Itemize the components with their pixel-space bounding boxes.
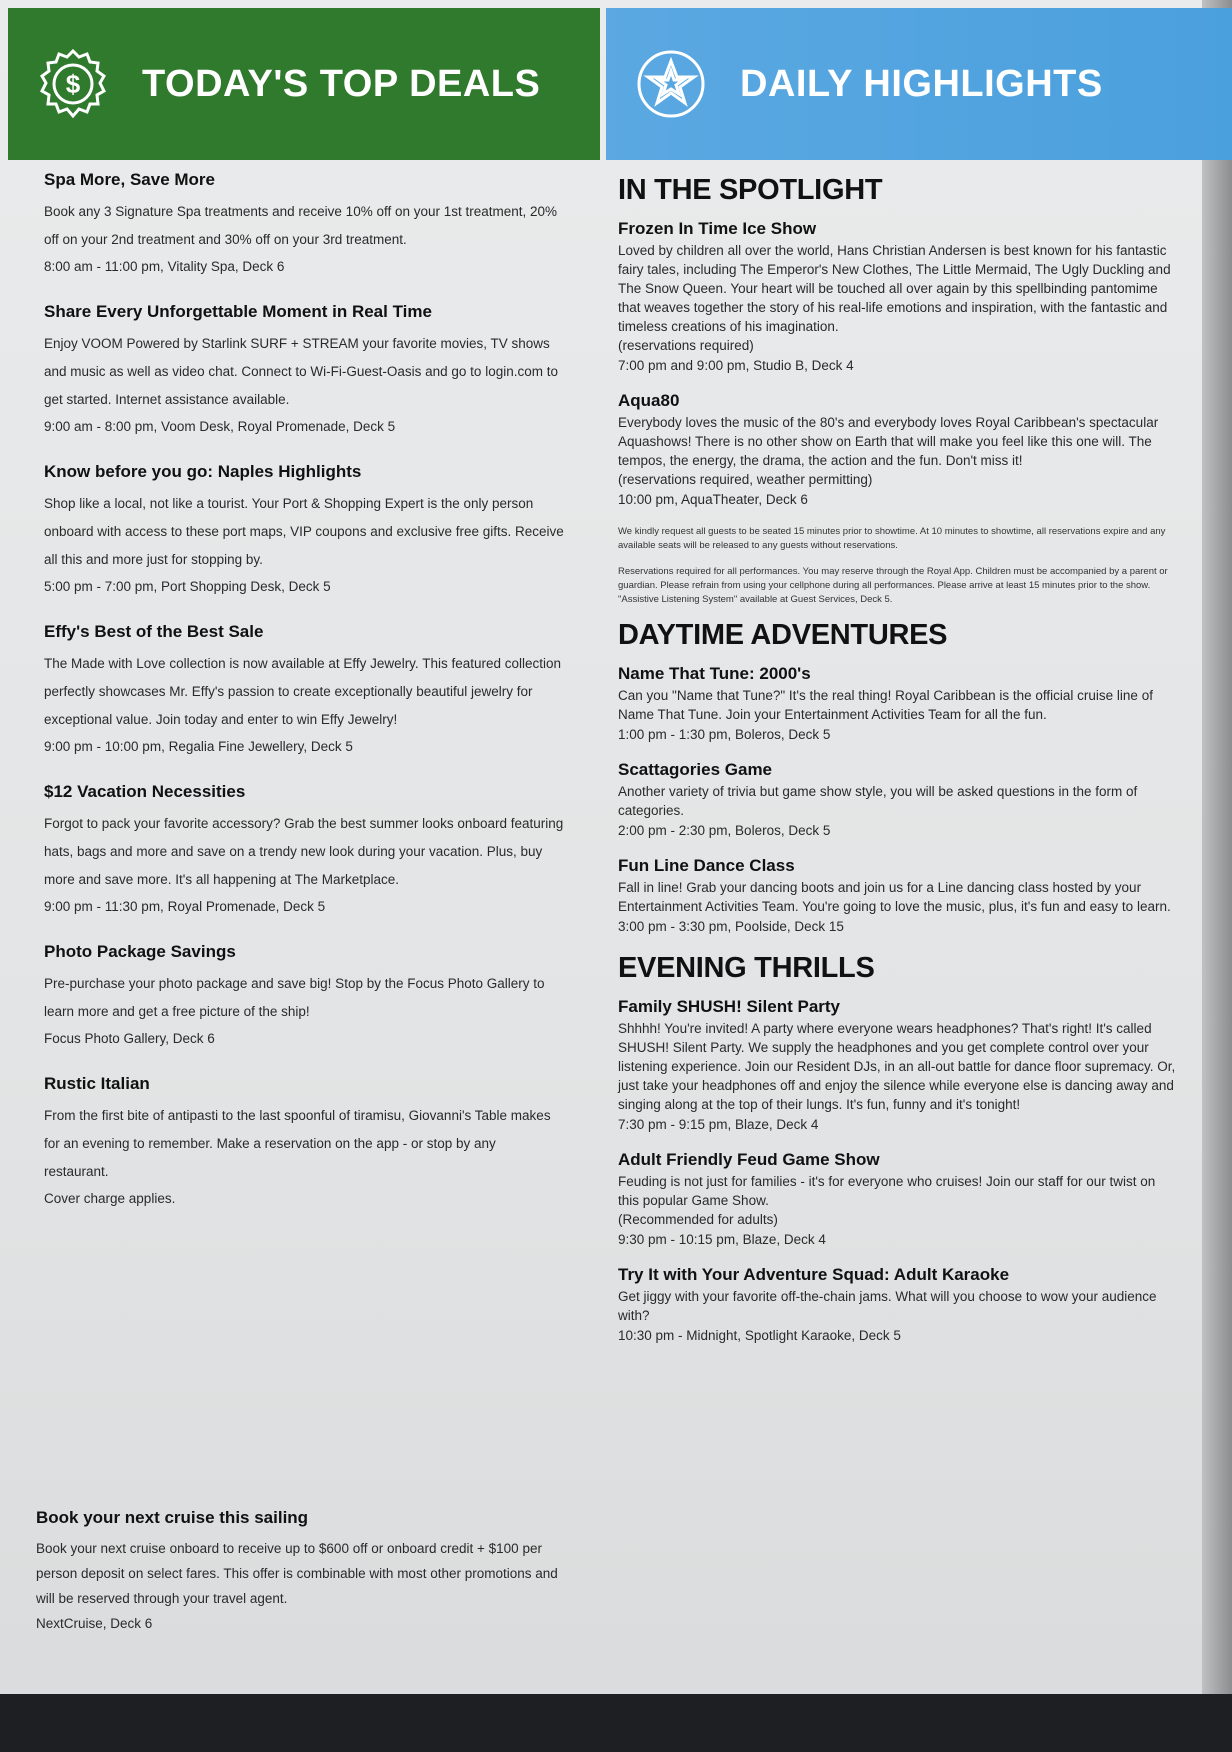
dollar-badge-icon: [36, 47, 110, 121]
deal-title: Photo Package Savings: [44, 942, 236, 961]
page-edge-shadow: [1202, 0, 1232, 1752]
deal-time-location: Focus Photo Gallery, Deck 6: [44, 1031, 215, 1046]
highlight-title: Frozen In Time Ice Show: [618, 219, 817, 238]
highlights-title: DAILY HIGHLIGHTS: [740, 62, 1103, 105]
highlight-item: [618, 997, 1178, 1136]
highlight-title: Scattagories Game: [618, 760, 773, 779]
highlight-time-location: 1:00 pm - 1:30 pm, Boleros, Deck 5: [618, 727, 831, 742]
highlight-item: [618, 1265, 1178, 1347]
bottom-dark-band: [0, 1694, 1232, 1752]
deal-item: [44, 302, 564, 440]
cruise-location: NextCruise, Deck 6: [36, 1616, 153, 1631]
deal-body: The Made with Love collection is now available at Effy Jewelry. This featured collection perfectly showcases Mr. Effy's passion to create exceptionally beautiful jewelry for exceptional value. Join today and enter to win Effy Jewelry!: [44, 656, 562, 727]
highlight-title: Adult Friendly Feud Game Show: [618, 1150, 880, 1169]
next-cruise-deal: [36, 1500, 576, 1637]
highlight-body: Fall in line! Grab your dancing boots and join us for a Line dancing class hosted by your Entertainment Activities Team. You're going to love the music, plus, it's fun and easy to learn.: [618, 880, 1171, 914]
deal-title: Share Every Unforgettable Moment in Real Time: [44, 302, 432, 321]
highlight-time-location: 9:30 pm - 10:15 pm, Blaze, Deck 4: [618, 1232, 826, 1247]
highlight-title: Name That Tune: 2000's: [618, 664, 811, 683]
highlight-time-location: 10:00 pm, AquaTheater, Deck 6: [618, 492, 808, 507]
deal-time-location: 9:00 am - 8:00 pm, Voom Desk, Royal Promenade, Deck 5: [44, 419, 396, 434]
highlight-time-location: 7:00 pm and 9:00 pm, Studio B, Deck 4: [618, 358, 854, 373]
spotlight-heading: IN THE SPOTLIGHT: [618, 174, 883, 206]
deal-body: Enjoy VOOM Powered by Starlink SURF + STREAM your favorite movies, TV shows and music as well as video chat. Connect to Wi-Fi-Guest-Oasis and go to login.com to get started. Internet assistance available.: [44, 336, 558, 407]
deal-body: Forgot to pack your favorite accessory? Grab the best summer looks onboard featuring hats, bags and more and save on a trendy new look during your vacation. Plus, buy more and save more. It's all happening at The Marketplace.: [44, 816, 564, 887]
deals-column: [44, 170, 564, 1234]
deal-time-location: 9:00 pm - 10:00 pm, Regalia Fine Jewellery, Deck 5: [44, 739, 353, 754]
deal-body: Book any 3 Signature Spa treatments and receive 10% off on your 1st treatment, 20% off on your 2nd treatment and 30% off on your 3rd treatment.: [44, 204, 558, 247]
highlight-time-location: 3:00 pm - 3:30 pm, Poolside, Deck 15: [618, 919, 844, 934]
highlight-title: Aqua80: [618, 391, 680, 410]
deal-item: [44, 782, 564, 920]
highlight-body: Can you "Name that Tune?" It's the real thing! Royal Caribbean is the official cruise line of Name That Tune. Join your Entertainment Activities Team for all the fun.: [618, 688, 1153, 722]
deal-time-location: 8:00 am - 11:00 pm, Vitality Spa, Deck 6: [44, 259, 285, 274]
highlight-note: (reservations required, weather permitting): [618, 472, 873, 487]
highlight-time-location: 7:30 pm - 9:15 pm, Blaze, Deck 4: [618, 1117, 819, 1132]
deal-item: [44, 462, 564, 600]
deal-item: [44, 622, 564, 760]
deal-body: Pre-purchase your photo package and save big! Stop by the Focus Photo Gallery to learn more and get a free picture of the ship!: [44, 976, 545, 1019]
cruise-body: Book your next cruise onboard to receive up to $600 off or onboard credit + $100 per person deposit on select fares. This offer is combinable with most other promotions and will be reserved through your travel agent.: [36, 1541, 558, 1606]
deals-banner: [8, 8, 600, 160]
deal-body: Shop like a local, not like a tourist. Your Port & Shopping Expert is the only person onboard with access to these port maps, VIP coupons and exclusive free gifts. Receive all this and more just for stopping by.: [44, 496, 564, 567]
deal-item: [44, 170, 564, 280]
highlights-banner: [606, 8, 1232, 160]
spotlight-fine-print: Reservations required for all performances. You may reserve through the Royal App. Children must be accompanied by a parent or guardian. Please refrain from using your cellphone during all performances. Please arrive at least 15 minutes prior to the show. "Assistive Listening System" available at Guest Services, Deck 5.: [618, 566, 1168, 605]
deal-time-location: Cover charge applies.: [44, 1191, 176, 1206]
svg-text:$: $: [65, 69, 81, 99]
highlight-body: Loved by children all over the world, Hans Christian Andersen is best known for his fantastic fairy tales, including The Emperor's New Clothes, The Little Mermaid, The Ugly Duckling and The Snow Queen. Your heart will be touched all over again by this spellbinding pantomime that weaves together the story of his real-life emotions and inspiration, with the fantastic and timeless creations of his imagination.: [618, 243, 1171, 334]
deal-item: [44, 942, 564, 1052]
highlight-body: Everybody loves the music of the 80's and everybody loves Royal Caribbean's spectacular Aquashows! There is no other show on Earth that will make you feel like this one will. The tempos, the energy, the drama, the action and the fun. Don't miss it!: [618, 415, 1159, 468]
highlight-time-location: 2:00 pm - 2:30 pm, Boleros, Deck 5: [618, 823, 831, 838]
highlight-body: Another variety of trivia but game show style, you will be asked questions in the form of categories.: [618, 784, 1138, 818]
highlight-time-location: 10:30 pm - Midnight, Spotlight Karaoke, Deck 5: [618, 1328, 901, 1343]
highlight-item: [618, 391, 1178, 511]
highlight-item: [618, 219, 1178, 377]
deal-title: Effy's Best of the Best Sale: [44, 622, 264, 641]
cruise-title: Book your next cruise this sailing: [36, 1508, 309, 1527]
deals-title: TODAY'S TOP DEALS: [142, 62, 541, 105]
star-badge-icon: [634, 47, 708, 121]
deal-time-location: 9:00 pm - 11:30 pm, Royal Promenade, Deck 5: [44, 899, 326, 914]
deal-title: Rustic Italian: [44, 1074, 150, 1093]
daytime-heading: DAYTIME ADVENTURES: [618, 619, 948, 651]
highlight-item: [618, 856, 1178, 938]
deal-time-location: 5:00 pm - 7:00 pm, Port Shopping Desk, Deck 5: [44, 579, 331, 594]
highlight-note: (Recommended for adults): [618, 1212, 778, 1227]
highlight-body: Shhhh! You're invited! A party where everyone wears headphones? That's right! It's called SHUSH! Silent Party. We supply the headphones and you get complete control over your listening experience. Join our Resident DJs, in an all-out battle for dance floor supremacy. Or, just take your headphones off and enjoy the silence while everyone else is dancing away and singing along at the top of their lungs. It's fun, funny and it's tonight!: [618, 1021, 1176, 1112]
highlight-item: [618, 1150, 1178, 1251]
highlight-note: (reservations required): [618, 338, 754, 353]
highlight-body: Get jiggy with your favorite off-the-chain jams. What will you choose to wow your audience with?: [618, 1289, 1157, 1323]
deal-title: $12 Vacation Necessities: [44, 782, 246, 801]
highlight-item: [618, 664, 1178, 746]
highlight-body: Feuding is not just for families - it's for everyone who cruises! Join our staff for our twist on this popular Game Show.: [618, 1174, 1156, 1208]
deal-title: Spa More, Save More: [44, 170, 216, 189]
deal-body: From the first bite of antipasti to the last spoonful of tiramisu, Giovanni's Table makes for an evening to remember. Make a reservation on the app - or stop by any restaurant.: [44, 1108, 551, 1179]
highlight-item: [618, 760, 1178, 842]
highlight-title: Fun Line Dance Class: [618, 856, 795, 875]
spotlight-fine-print: We kindly request all guests to be seated 15 minutes prior to showtime. At 10 minutes to showtime, all reservations expire and any available seats will be released to any guests without reservations.: [618, 526, 1166, 551]
deal-item: [44, 1074, 564, 1212]
highlights-column: [618, 170, 1178, 1361]
highlight-title: Try It with Your Adventure Squad: Adult Karaoke: [618, 1265, 1010, 1284]
deal-title: Know before you go: Naples Highlights: [44, 462, 362, 481]
evening-heading: EVENING THRILLS: [618, 952, 875, 984]
highlight-title: Family SHUSH! Silent Party: [618, 997, 841, 1016]
